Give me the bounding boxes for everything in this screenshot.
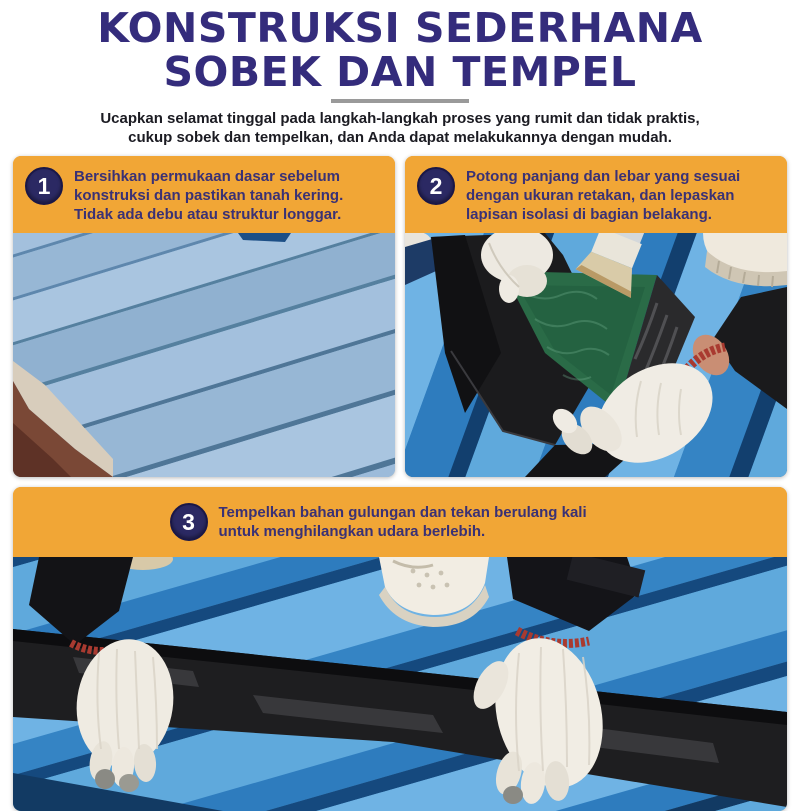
step-1-photo: [13, 233, 395, 477]
title-line-2: SOBEK DAN TEMPEL: [163, 48, 637, 96]
subtitle: [0, 109, 800, 147]
photo-blue-metal-roof: [13, 233, 395, 477]
title-line-1: KONSTRUKSI SEDERHANA: [97, 4, 703, 52]
page-title: [0, 6, 800, 94]
subtitle-line-1: Ucapkan selamat tinggal pada langkah-langkah proses yang rumit dan tidak praktis,: [100, 110, 700, 127]
step-3-text: Tempelkan bahan gulungan dan tekan berulang kali untuk menghilangkan udara berlebih.: [218, 504, 587, 540]
step-panel-1: [13, 156, 395, 477]
step-2-text: Potong panjang dan lebar yang sesuai dengan ukuran retakan, dan lepaskan lapisan isolasi di bagian belakang.: [466, 168, 741, 223]
step-3-bar: [13, 487, 787, 557]
step-panel-2: [405, 156, 787, 477]
step-3-photo: [13, 557, 787, 811]
steps-row: [0, 156, 800, 477]
step-2-photo: [405, 233, 787, 477]
step-2-bar: [405, 156, 787, 233]
step-1-badge: 1: [25, 167, 63, 205]
step-3-badge: 3: [170, 503, 208, 541]
title-divider: [331, 99, 469, 103]
step-1-bar: [13, 156, 395, 233]
step-1-text: Bersihkan permukaan dasar sebelum konstruksi dan pastikan tanah kering. Tidak ada debu atau struktur longgar.: [74, 168, 344, 223]
step-2-badge: 2: [417, 167, 455, 205]
step-panel-3: [13, 487, 787, 811]
subtitle-line-2: cukup sobek dan tempelkan, dan Anda dapat melakukannya dengan mudah.: [128, 129, 672, 146]
header: [0, 0, 800, 147]
photo-pressing-tape: [13, 557, 787, 811]
photo-peeling-liner: [405, 233, 787, 477]
